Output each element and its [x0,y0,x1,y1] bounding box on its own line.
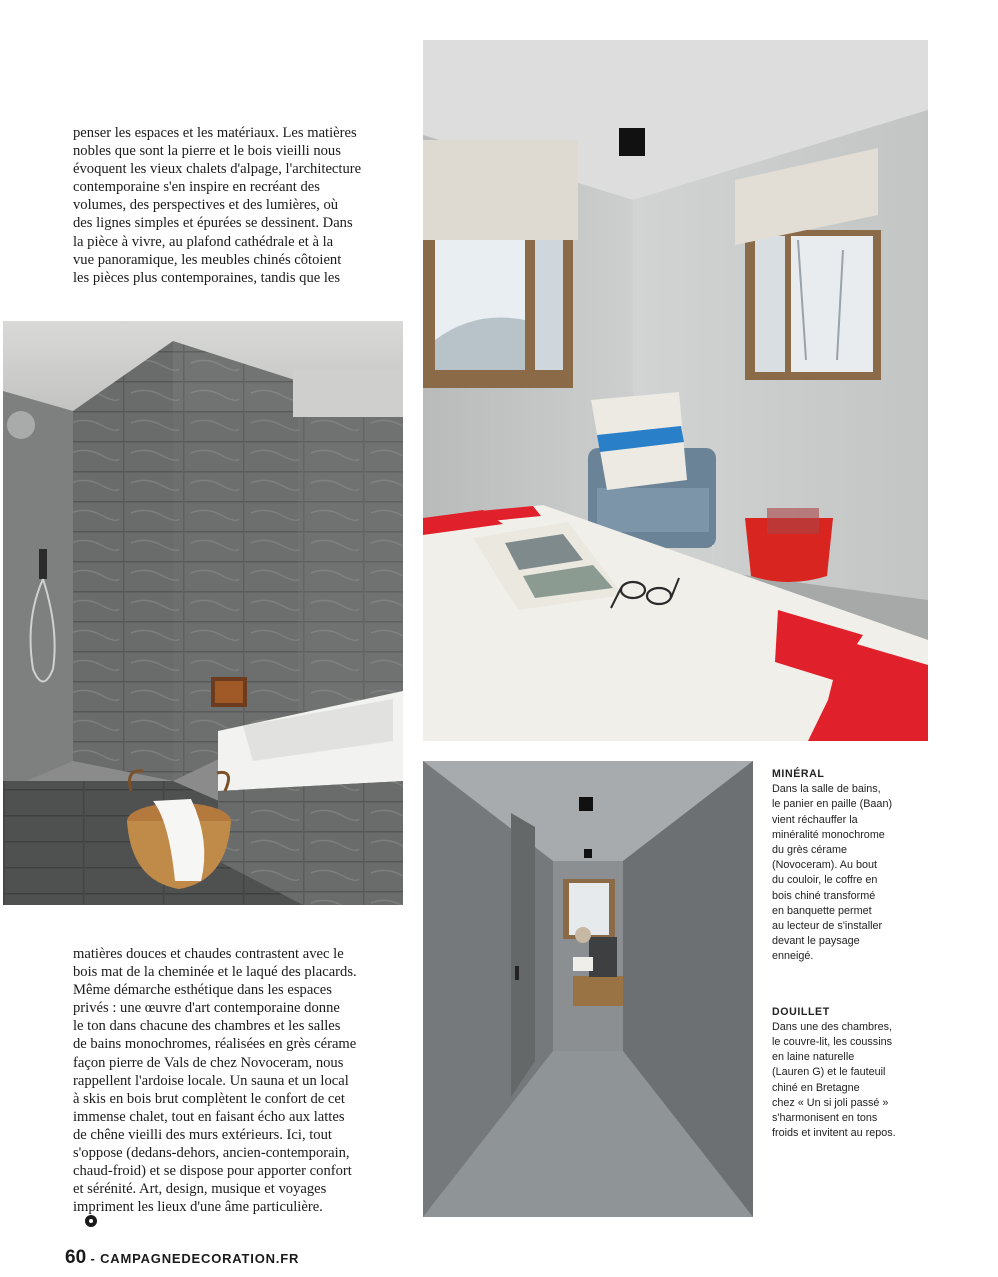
caption-line: Dans la salle de bains, [772,783,881,796]
article-line: les pièces plus contemporaines, tandis que les [73,269,341,286]
caption-douillet [772,1005,972,1142]
caption-line: le panier en paille (Baan) [772,798,893,811]
caption-line: vient réchauffer la [772,813,858,826]
article-line: penser les espaces et les matériaux. Les matières [73,125,357,141]
caption-line: en banquette permet [772,904,872,917]
page-number: 60 [65,1247,87,1268]
caption-line: s'harmonisent en tons [772,1112,878,1125]
caption-line: chiné en Bretagne [772,1081,860,1094]
article-text-top [73,124,361,287]
caption-line: en laine naturelle [772,1051,855,1064]
article-line: volumes, des perspectives et des lumières, où [73,197,339,214]
article-line: privés : une œuvre d'art contemporaine donne [73,1000,340,1017]
page-footer [65,1247,299,1269]
caption-line: bois chiné transformé [772,889,876,902]
end-of-article-dot-icon [85,1215,97,1227]
article-line: immense chalet, tout en faisant écho aux lattes [73,1108,345,1125]
caption-line: minéralité monochrome [772,828,885,841]
article-line: évoquent les vieux chalets d'alpage, l'architecture [73,161,362,178]
article-line: et sérénité. Art, design, musique et voyages [73,1181,327,1198]
article-last-line [73,1198,357,1228]
caption-line: devant le paysage [772,935,860,948]
article-line: chaud-froid) et se dispose pour apporter confort [73,1163,352,1180]
footer-separator: - [86,1251,101,1266]
article-line: de chêne vieilli des murs extérieurs. Ici, tout [73,1126,332,1143]
caption-line: du grès cérame [772,844,848,857]
article-line: rappellent l'ardoise locale. Un sauna et un local [73,1072,349,1089]
caption-title: DOUILLET [772,1005,830,1018]
article-line: contemporaine s'en inspire en recréant des [73,179,320,196]
article-line: des lignes simples et épurées se dessinent. Dans [73,215,353,232]
hallway-photo [423,761,753,1217]
article-line: façon pierre de Vals de chez Novoceram, nous [73,1054,344,1071]
article-line: vue panoramique, les meubles chinés côtoient [73,251,342,268]
caption-title: MINÉRAL [772,768,825,780]
caption-line: (Novoceram). Au bout [772,859,878,872]
bedroom-photo [423,40,928,741]
article-line: bois mat de la cheminée et le laqué des placards. [73,964,357,981]
bathroom-photo [3,321,403,905]
caption-line: du couloir, le coffre en [772,874,878,887]
caption-line: Dans une des chambres, [772,1020,893,1033]
caption-line: enneigé. [772,950,814,963]
article-text-bottom [73,945,357,1228]
article-line: le ton dans chacune des chambres et les salles [73,1018,341,1035]
caption-line: le couvre-lit, les coussins [772,1036,893,1049]
article-line: la pièce à vivre, au plafond cathédrale et à la [73,233,334,250]
article-line: à skis en bois brut complètent le confort de cet [73,1090,345,1107]
caption-line: (Lauren G) et le fauteuil [772,1066,886,1079]
caption-line: chez « Un si joli passé » [772,1096,889,1109]
article-line: de bains monochromes, réalisées en grès cérame [73,1036,357,1053]
article-line: s'oppose (dedans-dehors, ancien-contemporain, [73,1145,350,1162]
article-line: impriment les lieux d'une âme particulière. [73,1199,323,1216]
footer-website-link[interactable]: CAMPAGNEDECORATION.FR [100,1251,300,1266]
caption-line: au lecteur de s'installer [772,920,883,933]
photo-captions [772,767,972,1181]
article-line: Même démarche esthétique dans les espaces [73,982,332,999]
caption-mineral [772,767,972,965]
article-line: nobles que sont la pierre et le bois vieilli nous [73,143,341,160]
article-line: matières douces et chaudes contrastent avec le [73,946,344,962]
caption-line: froids et invitent au repos. [772,1127,896,1140]
